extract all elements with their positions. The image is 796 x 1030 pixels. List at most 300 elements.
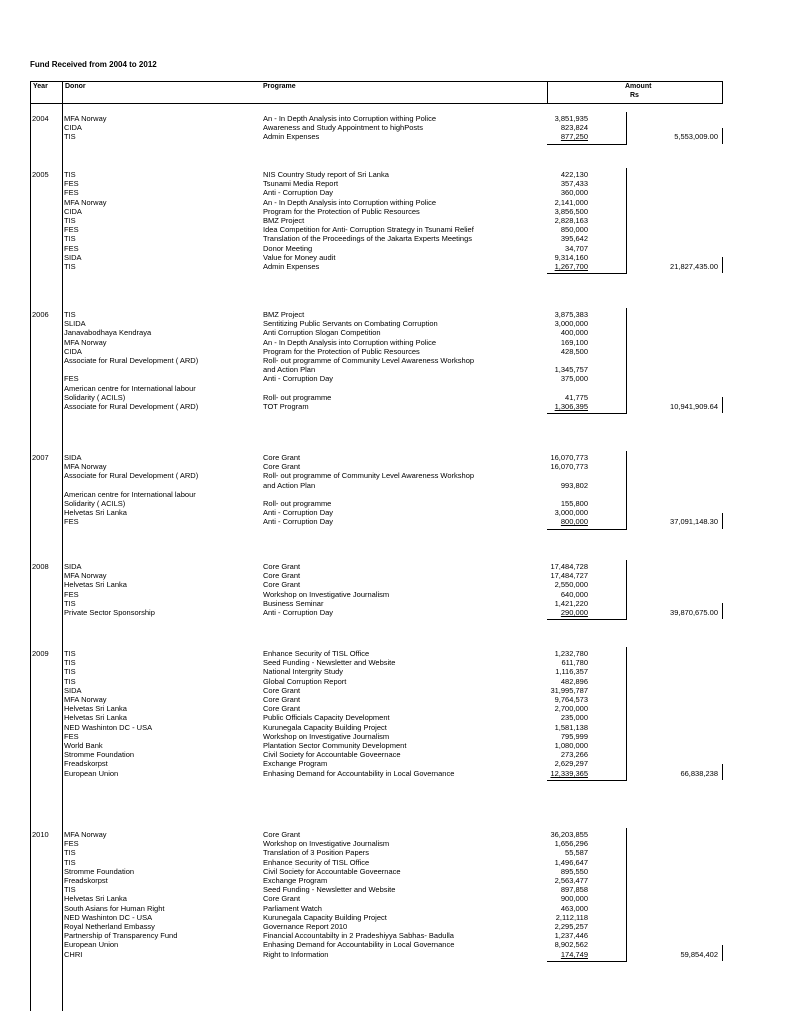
- amount-cell: 3,000,000: [554, 319, 588, 329]
- programe-cell: Business Seminar: [263, 598, 324, 608]
- donor-cell: Solidarity ( ACILS): [64, 392, 126, 402]
- table-row: [30, 590, 723, 599]
- table-row: [30, 741, 723, 750]
- group-total-cell: 39,870,675.00: [670, 608, 718, 617]
- amount-cell: 155,800: [560, 499, 588, 508]
- table-row: [30, 347, 723, 356]
- amount-cell: 174,749: [560, 949, 588, 959]
- programe-cell: Core Grant: [263, 685, 301, 695]
- programe-cell: Tsunami Media Report: [263, 179, 339, 189]
- programe-cell: Anti - Corruption Day: [263, 608, 334, 617]
- table-row: [30, 499, 723, 508]
- donor-cell: South Asians for Human Right: [64, 903, 165, 913]
- amount-cell: 169,100: [560, 337, 588, 347]
- donor-cell: FES: [64, 179, 79, 189]
- table-row: [30, 490, 723, 499]
- programe-cell: Translation of 3 Position Papers: [263, 848, 370, 858]
- table-row: [30, 384, 723, 393]
- donor-cell: Private Sector Sponsorship: [64, 608, 155, 617]
- amount-cell: 900,000: [560, 894, 588, 904]
- donor-cell: TIS: [64, 667, 76, 677]
- group-separator: [547, 619, 627, 620]
- programe-cell: Roll- out programme: [263, 392, 332, 402]
- amount-cell: 1,345,757: [554, 365, 588, 375]
- programe-cell: Anti - Corruption Day: [263, 374, 334, 384]
- programe-cell: An - In Depth Analysis into Corruption withing Police: [263, 337, 437, 347]
- table-top-border: [30, 81, 723, 82]
- donor-cell: MFA Norway: [64, 197, 107, 207]
- amount-cell: 611,780: [561, 658, 588, 668]
- amount-cell: 1,306,395: [554, 402, 588, 411]
- table-row: [30, 114, 723, 123]
- donor-cell: MFA Norway: [64, 462, 107, 472]
- year-cell: 2004: [32, 114, 49, 123]
- programe-cell: Enhasing Demand for Accountability in Local Governance: [263, 768, 455, 778]
- programe-cell: An - In Depth Analysis into Corruption withing Police: [263, 114, 437, 123]
- programe-cell: Program for the Protection of Public Resources: [263, 346, 420, 356]
- amount-cell: 3,000,000: [554, 508, 588, 518]
- amount-cell: 2,141,000: [554, 197, 588, 207]
- donor-cell: FES: [64, 839, 79, 849]
- table-row: [30, 471, 723, 480]
- programe-cell: Anti Corruption Slogan Competition: [263, 328, 381, 338]
- programe-cell: Workshop on Investigative Journalism: [263, 839, 390, 849]
- amount-cell: 12,339,365: [550, 768, 588, 778]
- total-column-right-rule: [722, 764, 723, 780]
- programe-cell: Exchange Program: [263, 876, 328, 885]
- donor-cell: TIS: [64, 598, 76, 608]
- total-column-left-rule: [626, 560, 627, 619]
- amount-cell: 400,000: [560, 328, 588, 338]
- table-row: [30, 677, 723, 686]
- total-column-right-rule: [722, 603, 723, 619]
- amount-cell: 463,000: [560, 903, 588, 913]
- amount-cell: 31,995,787: [550, 685, 588, 695]
- table-row: [30, 170, 723, 179]
- programe-cell: Translation of the Proceedings of the Jakarta Experts Meetings: [263, 234, 473, 244]
- table-row: [30, 571, 723, 580]
- amount-cell: 375,000: [560, 374, 588, 384]
- programe-cell: Admin Expenses: [263, 132, 320, 142]
- programe-cell: BMZ Project: [263, 310, 305, 319]
- table-row: [30, 940, 723, 949]
- table-row: [30, 686, 723, 695]
- amount-cell: 800,000: [560, 517, 588, 527]
- table-row: [30, 894, 723, 903]
- donor-cell: MFA Norway: [64, 571, 107, 581]
- table-row: [30, 123, 723, 132]
- donor-cell: Associate for Rural Development ( ARD): [64, 402, 199, 411]
- group-separator: [547, 529, 627, 530]
- programe-cell: Roll- out programme of Community Level Awareness Workshop: [263, 356, 475, 365]
- amount-cell: 1,421,220: [554, 598, 588, 608]
- programe-cell: Value for Money audit: [263, 252, 336, 262]
- donor-cell: TIS: [64, 216, 76, 225]
- total-column-right-rule: [722, 397, 723, 413]
- table-row: [30, 562, 723, 571]
- programe-cell: Core Grant: [263, 571, 301, 581]
- programe-cell: Core Grant: [263, 462, 301, 472]
- amount-cell: 1,656,296: [554, 839, 588, 849]
- table-row: [30, 244, 723, 253]
- donor-cell: Solidarity ( ACILS): [64, 499, 126, 508]
- table-row: [30, 608, 723, 617]
- amount-cell: 9,764,573: [554, 695, 588, 704]
- donor-cell: Helvetas Sri Lanka: [64, 704, 127, 714]
- amount-cell: 3,875,383: [554, 310, 588, 319]
- programe-cell: Kurunegala Capacity Building Project: [263, 912, 387, 922]
- table-row: [30, 207, 723, 216]
- table-row: [30, 328, 723, 337]
- donor-cell: CIDA: [64, 206, 82, 216]
- amount-cell: 482,896: [560, 676, 588, 686]
- amount-cell: 41,775: [565, 392, 588, 402]
- year-cell: 2006: [32, 310, 49, 319]
- donor-cell: European Union: [64, 940, 119, 950]
- table-row: [30, 658, 723, 667]
- programe-cell: BMZ Project: [263, 216, 305, 225]
- amount-cell: 1,267,700: [554, 262, 588, 271]
- programe-cell: Public Officials Capacity Development: [263, 713, 390, 723]
- header-programe: Programe: [263, 83, 296, 90]
- amount-cell: 877,250: [560, 132, 588, 142]
- group-total-cell: 37,091,148.30: [670, 517, 718, 527]
- donor-cell: SIDA: [64, 685, 82, 695]
- year-cell: 2007: [32, 453, 49, 462]
- total-column-left-rule: [626, 828, 627, 961]
- donor-cell: TIS: [64, 857, 76, 867]
- donor-cell: TIS: [64, 885, 76, 895]
- group-total-cell: 5,553,009.00: [674, 132, 718, 142]
- table-row: [30, 179, 723, 188]
- donor-cell: World Bank: [64, 741, 103, 750]
- programe-cell: Admin Expenses: [263, 262, 320, 271]
- total-column-right-rule: [722, 513, 723, 529]
- header-amount: Amount: [625, 83, 652, 90]
- year-cell: 2010: [32, 830, 49, 839]
- programe-cell: Global Corruption Report: [263, 676, 347, 686]
- programe-cell: TOT Program: [263, 402, 309, 411]
- year-cell: 2005: [32, 170, 49, 179]
- header-donor: Donor: [65, 83, 86, 90]
- donor-cell: MFA Norway: [64, 695, 107, 704]
- table-row: [30, 876, 723, 885]
- amount-cell: 395,642: [560, 234, 588, 244]
- table-row: [30, 599, 723, 608]
- table-row: [30, 695, 723, 704]
- programe-cell: Donor Meeting: [263, 243, 313, 253]
- table-row: [30, 950, 723, 959]
- donor-cell: FES: [64, 243, 79, 253]
- table-row: [30, 649, 723, 658]
- donor-cell: SIDA: [64, 252, 82, 262]
- donor-cell: FES: [64, 374, 79, 384]
- donor-cell: Associate for Rural Development ( ARD): [64, 356, 199, 365]
- amount-cell: 17,484,727: [550, 571, 588, 581]
- donor-cell: Helvetas Sri Lanka: [64, 713, 127, 723]
- amount-cell: 360,000: [560, 188, 588, 198]
- table-row: [30, 132, 723, 141]
- donor-cell: European Union: [64, 768, 119, 778]
- group-total-cell: 10,941,909.64: [670, 402, 718, 411]
- table-row: [30, 374, 723, 383]
- group-total-cell: 21,827,435.00: [670, 262, 718, 271]
- donor-cell: CIDA: [64, 123, 82, 133]
- table-row: [30, 453, 723, 462]
- programe-cell: Kurunegala Capacity Building Project: [263, 722, 387, 732]
- table-row: [30, 769, 723, 778]
- table-row: [30, 319, 723, 328]
- table-row: [30, 356, 723, 365]
- amount-cell: 2,828,163: [554, 216, 588, 225]
- amount-cell: 1,581,138: [554, 722, 588, 732]
- donor-cell: Freadskorpst: [64, 759, 108, 769]
- group-separator: [547, 413, 627, 414]
- amount-column-divider: [547, 81, 548, 103]
- amount-cell: 895,550: [560, 866, 588, 876]
- amount-cell: 2,112,118: [555, 912, 588, 922]
- donor-cell: SIDA: [64, 562, 82, 571]
- amount-cell: 1,080,000: [554, 741, 588, 750]
- donor-cell: American centre for International labour: [64, 383, 196, 393]
- donor-cell: MFA Norway: [64, 114, 107, 123]
- amount-cell: 2,629,297: [554, 759, 588, 769]
- table-row: [30, 732, 723, 741]
- programe-cell: Right to Information: [263, 949, 329, 959]
- programe-cell: Seed Funding - Newsletter and Website: [263, 658, 396, 668]
- programe-cell: Core Grant: [263, 453, 301, 462]
- amount-cell: 9,314,160: [554, 252, 588, 262]
- programe-cell: NIS Country Study report of Sri Lanka: [263, 170, 389, 179]
- donor-cell: CHRI: [64, 949, 83, 959]
- page-title: Fund Received from 2004 to 2012: [30, 60, 157, 69]
- table-row: [30, 913, 723, 922]
- amount-cell: 640,000: [560, 589, 588, 599]
- amount-cell: 16,070,773: [550, 462, 588, 472]
- table-row: [30, 188, 723, 197]
- programe-cell: Core Grant: [263, 704, 301, 714]
- programe-cell: Program for the Protection of Public Resources: [263, 206, 420, 216]
- programe-cell: Civil Society for Accountable Goveernace: [263, 866, 401, 876]
- programe-cell: Financial Accountabilty in 2 Pradeshiyya Sabhas- Badulla: [263, 931, 454, 941]
- header-currency: Rs: [630, 92, 639, 99]
- donor-cell: Helvetas Sri Lanka: [64, 894, 127, 904]
- table-row: [30, 830, 723, 839]
- programe-cell: Workshop on Investigative Journalism: [263, 589, 390, 599]
- amount-cell: 795,999: [560, 731, 588, 741]
- table-row: [30, 517, 723, 526]
- table-row: [30, 839, 723, 848]
- amount-cell: 55,587: [565, 848, 588, 858]
- table-row: [30, 481, 723, 490]
- donor-cell: TIS: [64, 234, 76, 244]
- group-total-cell: 66,838,238: [680, 768, 718, 778]
- table-row: [30, 462, 723, 471]
- donor-cell: SLIDA: [64, 319, 86, 329]
- donor-cell: TIS: [64, 658, 76, 668]
- group-separator: [547, 144, 627, 145]
- programe-cell: An - In Depth Analysis into Corruption withing Police: [263, 197, 437, 207]
- table-row: [30, 234, 723, 243]
- amount-cell: 36,203,855: [550, 830, 588, 839]
- table-row: [30, 667, 723, 676]
- table-row: [30, 580, 723, 589]
- donor-cell: FES: [64, 589, 79, 599]
- amount-cell: 357,433: [560, 179, 588, 189]
- amount-cell: 290,000: [560, 608, 588, 617]
- table-row: [30, 750, 723, 759]
- donor-cell: MFA Norway: [64, 830, 107, 839]
- programe-cell: Core Grant: [263, 695, 301, 704]
- donor-cell: FES: [64, 188, 79, 198]
- table-row: [30, 848, 723, 857]
- year-cell: 2008: [32, 562, 49, 571]
- donor-cell: TIS: [64, 132, 76, 142]
- donor-cell: FES: [64, 225, 79, 235]
- amount-cell: 2,550,000: [554, 580, 588, 590]
- programe-cell: Core Grant: [263, 580, 301, 590]
- amount-cell: 1,116,357: [555, 667, 588, 677]
- amount-cell: 3,851,935: [554, 114, 588, 123]
- amount-cell: 34,707: [565, 243, 588, 253]
- table-row: [30, 393, 723, 402]
- programe-cell: Awareness and Study Appointment to highPosts: [263, 123, 423, 133]
- donor-cell: FES: [64, 517, 79, 527]
- programe-cell: Seed Funding - Newsletter and Website: [263, 885, 396, 895]
- total-column-left-rule: [626, 451, 627, 529]
- total-column-left-rule: [626, 308, 627, 413]
- donor-cell: TIS: [64, 676, 76, 686]
- programe-cell: National Intergrity Study: [263, 667, 344, 677]
- total-column-right-rule: [722, 257, 723, 273]
- donor-cell: Stromme Foundation: [64, 750, 135, 760]
- programe-cell: Roll- out programme of Community Level Awareness Workshop: [263, 471, 475, 481]
- donor-cell: TIS: [64, 170, 76, 179]
- amount-cell: 8,902,562: [554, 940, 588, 950]
- programe-cell: Roll- out programme: [263, 499, 332, 508]
- amount-cell: 2,563,477: [554, 876, 588, 885]
- table-row: [30, 759, 723, 768]
- amount-cell: 16,070,773: [550, 453, 588, 462]
- total-column-left-rule: [626, 112, 627, 144]
- table-row: [30, 253, 723, 262]
- programe-cell: Core Grant: [263, 562, 301, 571]
- table-row: [30, 858, 723, 867]
- donor-cell: Helvetas Sri Lanka: [64, 508, 127, 518]
- programe-cell: Anti - Corruption Day: [263, 188, 334, 198]
- table-row: [30, 225, 723, 234]
- donor-cell: TIS: [64, 310, 76, 319]
- programe-cell: Sentitizing Public Servants on Combating Corruption: [263, 319, 438, 329]
- donor-cell: MFA Norway: [64, 337, 107, 347]
- table-row: [30, 867, 723, 876]
- table-row: [30, 704, 723, 713]
- total-column-left-rule: [626, 647, 627, 780]
- donor-cell: NED Washinton DC - USA: [64, 912, 153, 922]
- amount-cell: 2,700,000: [554, 704, 588, 714]
- donor-cell: American centre for International labour: [64, 489, 196, 499]
- amount-cell: 850,000: [560, 225, 588, 235]
- amount-cell: 235,000: [560, 713, 588, 723]
- donor-cell: Freadskorpst: [64, 876, 108, 885]
- programe-cell: Civil Society for Accountable Goveernace: [263, 750, 401, 760]
- programe-cell: Governance Report 2010: [263, 922, 348, 931]
- programe-cell: and Action Plan: [263, 365, 316, 375]
- programe-cell: Anti - Corruption Day: [263, 508, 334, 518]
- table-row: [30, 922, 723, 931]
- donor-cell: Janavabodhaya Kendraya: [64, 328, 152, 338]
- table-row: [30, 198, 723, 207]
- amount-cell: 823,824: [560, 123, 588, 133]
- amount-cell: 273,266: [560, 750, 588, 760]
- donor-cell: NED Washinton DC - USA: [64, 722, 153, 732]
- programe-cell: Exchange Program: [263, 759, 328, 769]
- programe-cell: Enhasing Demand for Accountability in Local Governance: [263, 940, 455, 950]
- amount-cell: 2,295,257: [554, 922, 588, 931]
- amount-cell: 1,237,446: [554, 931, 588, 941]
- programe-cell: Idea Competition for Anti- Corruption Strategy in Tsunami Relief: [263, 225, 474, 235]
- table-row: [30, 508, 723, 517]
- year-cell: 2009: [32, 649, 49, 658]
- table-row: [30, 216, 723, 225]
- programe-cell: Core Grant: [263, 830, 301, 839]
- donor-cell: FES: [64, 731, 79, 741]
- table-row: [30, 338, 723, 347]
- amount-cell: 993,802: [560, 480, 588, 490]
- programe-cell: and Action Plan: [263, 480, 316, 490]
- table-row: [30, 713, 723, 722]
- programe-cell: Enhance Security of TISL Office: [263, 857, 370, 867]
- table-row: [30, 904, 723, 913]
- header-bottom-border: [30, 103, 723, 104]
- amount-cell: 1,232,780: [554, 649, 588, 658]
- donor-cell: Partnership of Transparency Fund: [64, 931, 178, 941]
- total-column-left-rule: [626, 168, 627, 273]
- programe-cell: Parliament Watch: [263, 903, 322, 913]
- programe-cell: Enhance Security of TISL Office: [263, 649, 370, 658]
- table-right-border: [722, 81, 723, 103]
- donor-cell: Royal Netherland Embassy: [64, 922, 155, 931]
- donor-cell: Stromme Foundation: [64, 866, 135, 876]
- donor-cell: Associate for Rural Development ( ARD): [64, 471, 199, 481]
- table-row: [30, 262, 723, 271]
- table-row: [30, 885, 723, 894]
- group-separator: [547, 961, 627, 962]
- header-year: Year: [33, 83, 48, 90]
- group-separator: [547, 273, 627, 274]
- group-separator: [547, 780, 627, 781]
- donor-cell: Helvetas Sri Lanka: [64, 580, 127, 590]
- amount-cell: 3,856,500: [554, 206, 588, 216]
- donor-cell: SIDA: [64, 453, 82, 462]
- group-total-cell: 59,854,402: [680, 949, 718, 959]
- donor-cell: TIS: [64, 848, 76, 858]
- donor-cell: TIS: [64, 262, 76, 271]
- table-row: [30, 723, 723, 732]
- total-column-right-rule: [722, 945, 723, 961]
- programe-cell: Anti - Corruption Day: [263, 517, 334, 527]
- total-column-right-rule: [722, 128, 723, 144]
- programe-cell: Plantation Sector Community Development: [263, 741, 407, 750]
- amount-cell: 422,130: [560, 170, 588, 179]
- amount-cell: 1,496,647: [554, 857, 588, 867]
- donor-cell: CIDA: [64, 346, 82, 356]
- programe-cell: Core Grant: [263, 894, 301, 904]
- programe-cell: Workshop on Investigative Journalism: [263, 731, 390, 741]
- amount-cell: 428,500: [560, 346, 588, 356]
- table-row: [30, 402, 723, 411]
- fund-table: [30, 81, 723, 1011]
